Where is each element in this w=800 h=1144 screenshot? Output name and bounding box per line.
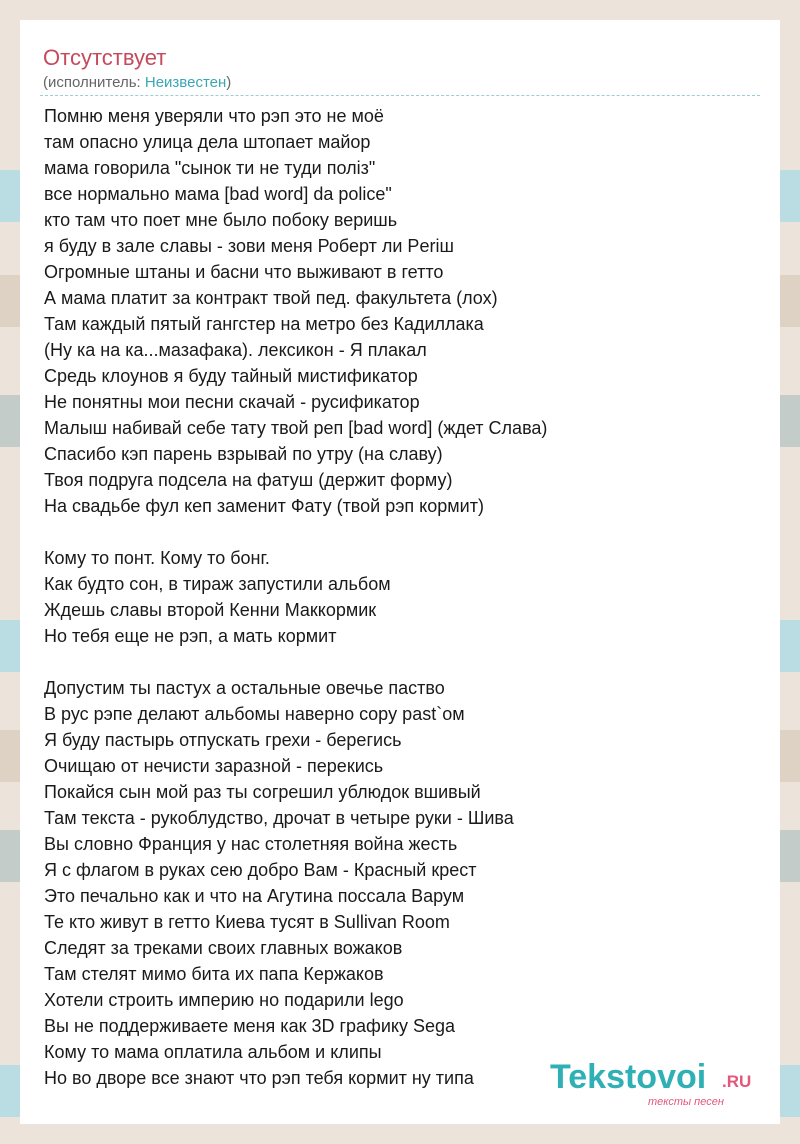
lyric-line [44,649,547,675]
artist-link[interactable]: Неизвестен [144,74,227,91]
lyric-line: Как будто сон, в тираж запустили альбом [44,574,391,594]
artist-prefix: (исполнитель: [43,74,145,91]
lyric-line: Не понятны мои песни скачай - русификатор [44,392,420,412]
lyric-line: А мама платит за контракт твой пед. факультета (лох) [44,288,498,308]
artist-line [43,74,231,91]
lyric-line: Но во дворе все знают что рэп тебя кормит ну типа [44,1068,474,1088]
site-logo[interactable] [550,1058,760,1108]
logo-domain-text: .RU [722,1072,752,1091]
lyric-line: Кому то понт. Кому то бонг. [44,548,270,568]
lyric-line: Я с флагом в руках сею добро Вам - Красный крест [44,860,477,880]
lyric-line: Твоя подруга подсела на фатуш (держит форму) [44,470,453,490]
lyric-line: кто там что поет мне было побоку веришь [44,210,398,230]
lyric-line: Кому то мама оплатила альбом и клипы [44,1042,382,1062]
lyric-line: Там текста - рукоблудство, дрочат в четыре руки - Шива [44,808,514,828]
lyric-line: Допустим ты пастух а остальные овечье паство [44,678,445,698]
lyric-line: все нормально мама [bad word] da police" [44,184,392,204]
lyric-line: мама говорила "сынок ти не туди поліз" [44,158,376,178]
lyric-line: На свадьбе фул кеп заменит Фату (твой рэп кормит) [44,496,484,516]
lyric-line: Вы словно Франция у нас столетняя война жесть [44,834,458,854]
lyric-line: Покайся сын мой раз ты согрешил ублюдок вшивый [44,782,481,802]
lyric-line: Там каждый пятый гангстер на метро без Кадиллака [44,314,484,334]
lyric-line: Огромные штаны и басни что выживают в гетто [44,262,444,282]
song-title: Отсутствует [43,45,167,70]
lyric-line: Но тебя еще не рэп, а мать кормит [44,626,337,646]
lyric-line: Спасибо кэп парень взрывай по утру (на славу) [44,444,443,464]
lyric-line: Малыш набивай себе тату твой реп [bad word] (ждет Слава) [44,418,548,438]
lyrics-card [20,20,780,1124]
lyric-line: Очищаю от нечисти заразной - перекись [44,756,384,776]
artist-suffix: ) [226,74,232,91]
lyrics-text [44,103,547,1091]
lyric-line: Я буду пастырь отпускать грехи - берегись [44,730,402,750]
title-divider [40,95,760,96]
lyric-line: Помню меня уверяли что рэп это не моё [44,106,384,126]
lyric-line [44,519,547,545]
lyric-line: Вы не поддерживаете меня как 3D графику Sega [44,1016,456,1036]
lyric-line: Средь клоунов я буду тайный мистификатор [44,366,418,386]
logo-tagline: тексты песен [648,1096,724,1108]
lyric-line: В рус рэпе делают альбомы наверно copy past`ом [44,704,465,724]
lyric-line: Те кто живут в гетто Киева тусят в Sullivan Room [44,912,450,932]
lyric-line: (Ну ка на ка...мазафака). лексикон - Я плакал [44,340,427,360]
lyric-line: Там стелят мимо бита их папа Кержаков [44,964,384,984]
lyric-line: Следят за треками своих главных вожаков [44,938,403,958]
lyric-line: Хотели строить империю но подарили lego [44,990,404,1010]
lyric-line: я буду в зале славы - зови меня Роберт ли Periш [44,236,454,256]
lyric-line: Ждешь славы второй Кенни Маккормик [44,600,377,620]
lyric-line: Это печально как и что на Агутина поссала Варум [44,886,465,906]
lyric-line: там опасно улица дела штопает майор [44,132,371,152]
logo-main-text: Tekstovoi [550,1058,707,1096]
